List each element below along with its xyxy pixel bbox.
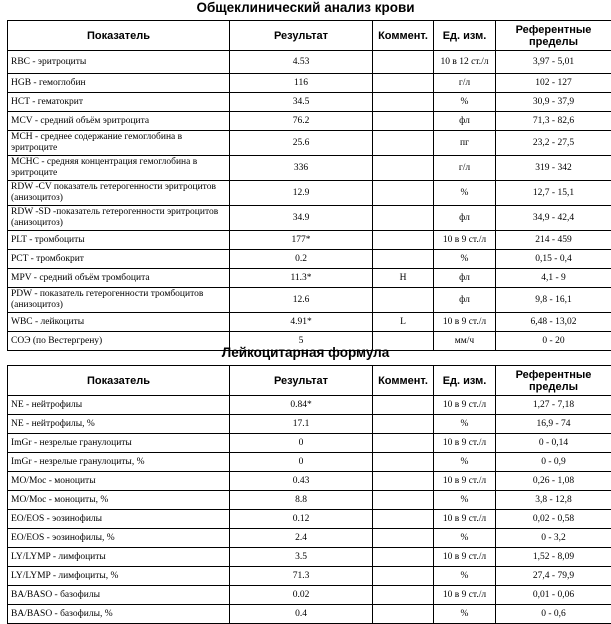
cell-comment — [373, 548, 434, 567]
cell-unit: 10 в 9 ст./л — [434, 510, 496, 529]
cell-indicator: LY/LYMP - лимфоциты, % — [8, 567, 230, 586]
cell-result: 34.9 — [230, 206, 373, 231]
cell-result: 4.53 — [230, 51, 373, 74]
cell-result: 17.1 — [230, 415, 373, 434]
cell-unit: 10 в 12 ст./л — [434, 51, 496, 74]
cell-result: 34.5 — [230, 93, 373, 112]
table-row — [8, 510, 611, 529]
cell-unit: % — [434, 567, 496, 586]
table-row — [8, 51, 611, 74]
header-indicator: Показатель — [8, 366, 230, 396]
cell-comment — [373, 453, 434, 472]
cell-comment: H — [373, 269, 434, 288]
cell-indicator: PCT - тромбокрит — [8, 250, 230, 269]
cell-indicator: LY/LYMP - лимфоциты — [8, 548, 230, 567]
cell-indicator: ImGr - незрелые гранулоциты — [8, 434, 230, 453]
table-row — [8, 181, 611, 206]
cell-unit: 10 в 9 ст./л — [434, 231, 496, 250]
cell-comment — [373, 112, 434, 131]
cell-result: 177* — [230, 231, 373, 250]
cell-unit: % — [434, 605, 496, 624]
cell-reference: 319 - 342 — [496, 156, 611, 181]
cell-indicator: PLT - тромбоциты — [8, 231, 230, 250]
cell-reference: 0,15 - 0,4 — [496, 250, 611, 269]
cell-indicator: MCV - средний объём эритроцита — [8, 112, 230, 131]
cell-result: 25.6 — [230, 131, 373, 156]
cell-unit: % — [434, 453, 496, 472]
cell-indicator: RDW -CV показатель гетерогенности эритроцитов (анизоцитоз) — [8, 181, 230, 206]
cell-comment — [373, 131, 434, 156]
cell-result: 76.2 — [230, 112, 373, 131]
cell-indicator: HGB - гемоглобин — [8, 74, 230, 93]
table-row — [8, 548, 611, 567]
table-row — [8, 472, 611, 491]
table-row — [8, 415, 611, 434]
cell-indicator: RBC - эритроциты — [8, 51, 230, 74]
blood-test-table — [7, 20, 611, 351]
table-row — [8, 250, 611, 269]
table-row — [8, 491, 611, 510]
cell-unit: г/л — [434, 74, 496, 93]
cell-result: 11.3* — [230, 269, 373, 288]
cell-indicator: MPV - средний объём тромбоцита — [8, 269, 230, 288]
table-row — [8, 206, 611, 231]
cell-indicator: NE - нейтрофилы — [8, 396, 230, 415]
cell-comment — [373, 415, 434, 434]
cell-comment — [373, 396, 434, 415]
header-reference: Референтные пределы — [496, 366, 611, 396]
cell-reference: 0 - 20 — [496, 332, 611, 351]
cell-result: 0.12 — [230, 510, 373, 529]
cell-unit: % — [434, 491, 496, 510]
cell-result: 336 — [230, 156, 373, 181]
cell-unit: 10 в 9 ст./л — [434, 396, 496, 415]
cell-reference: 1,52 - 8,09 — [496, 548, 611, 567]
cell-comment — [373, 567, 434, 586]
cell-indicator: MCH - среднее содержание гемоглобина в эритроците — [8, 131, 230, 156]
cell-result: 8.8 — [230, 491, 373, 510]
cell-reference: 71,3 - 82,6 — [496, 112, 611, 131]
cell-reference: 6,48 - 13,02 — [496, 313, 611, 332]
cell-comment — [373, 472, 434, 491]
cell-reference: 0,26 - 1,08 — [496, 472, 611, 491]
table-row — [8, 434, 611, 453]
header-unit: Ед. изм. — [434, 21, 496, 51]
cell-comment — [373, 288, 434, 313]
cell-unit: 10 в 9 ст./л — [434, 586, 496, 605]
cell-comment — [373, 93, 434, 112]
cell-reference: 0 - 3,2 — [496, 529, 611, 548]
cell-comment — [373, 510, 434, 529]
table-row — [8, 288, 611, 313]
table-row — [8, 529, 611, 548]
cell-indicator: PDW - показатель гетерогенности тромбоцитов (анизоцитоз) — [8, 288, 230, 313]
cell-reference: 0 - 0,9 — [496, 453, 611, 472]
cell-comment: L — [373, 313, 434, 332]
cell-comment — [373, 206, 434, 231]
cell-indicator: ImGr - незрелые гранулоциты, % — [8, 453, 230, 472]
cell-reference: 3,97 - 5,01 — [496, 51, 611, 74]
cell-result: 2.4 — [230, 529, 373, 548]
cell-unit: 10 в 9 ст./л — [434, 434, 496, 453]
cell-unit: фл — [434, 112, 496, 131]
cell-unit: пг — [434, 131, 496, 156]
cell-unit: 10 в 9 ст./л — [434, 472, 496, 491]
cell-reference: 214 - 459 — [496, 231, 611, 250]
cell-result: 12.6 — [230, 288, 373, 313]
cell-reference: 3,8 - 12,8 — [496, 491, 611, 510]
cell-reference: 34,9 - 42,4 — [496, 206, 611, 231]
cell-result: 0.02 — [230, 586, 373, 605]
table-row — [8, 156, 611, 181]
table-row — [8, 269, 611, 288]
cell-reference: 23,2 - 27,5 — [496, 131, 611, 156]
table-row — [8, 396, 611, 415]
section-title-leukocyte-formula: Лейкоцитарная формула — [0, 345, 611, 361]
table-row — [8, 605, 611, 624]
cell-unit: фл — [434, 269, 496, 288]
section-title-blood-test: Общеклинический анализ крови — [0, 0, 611, 16]
header-result: Результат — [230, 21, 373, 51]
cell-result: 0.4 — [230, 605, 373, 624]
header-reference: Референтные пределы — [496, 21, 611, 51]
cell-unit: 10 в 9 ст./л — [434, 548, 496, 567]
cell-indicator: EO/EOS - эозинофилы, % — [8, 529, 230, 548]
cell-unit: мм/ч — [434, 332, 496, 351]
table-row — [8, 93, 611, 112]
cell-reference: 30,9 - 37,9 — [496, 93, 611, 112]
header-comment: Коммент. — [373, 366, 434, 396]
cell-unit: г/л — [434, 156, 496, 181]
cell-comment — [373, 434, 434, 453]
table-row — [8, 567, 611, 586]
cell-comment — [373, 491, 434, 510]
cell-result: 4.91* — [230, 313, 373, 332]
cell-indicator: EO/EOS - эозинофилы — [8, 510, 230, 529]
cell-indicator: HCT - гематокрит — [8, 93, 230, 112]
cell-reference: 102 - 127 — [496, 74, 611, 93]
cell-unit: % — [434, 181, 496, 206]
cell-comment — [373, 605, 434, 624]
cell-indicator: MO/Moc - моноциты — [8, 472, 230, 491]
cell-comment — [373, 586, 434, 605]
cell-indicator: RDW -SD -показатель гетерогенности эритроцитов (анизоцитоз) — [8, 206, 230, 231]
cell-unit: фл — [434, 206, 496, 231]
table-row — [8, 313, 611, 332]
cell-result: 0.2 — [230, 250, 373, 269]
cell-indicator: WBC - лейкоциты — [8, 313, 230, 332]
table-row — [8, 586, 611, 605]
cell-result: 0.84* — [230, 396, 373, 415]
table-row — [8, 74, 611, 93]
cell-unit: % — [434, 529, 496, 548]
cell-result: 5 — [230, 332, 373, 351]
cell-indicator: BA/BASO - базофилы — [8, 586, 230, 605]
cell-result: 71.3 — [230, 567, 373, 586]
header-unit: Ед. изм. — [434, 366, 496, 396]
cell-comment — [373, 181, 434, 206]
cell-indicator: MCHC - средняя концентрация гемоглобина в эритроците — [8, 156, 230, 181]
cell-reference: 0 - 0,14 — [496, 434, 611, 453]
cell-result: 0 — [230, 453, 373, 472]
cell-reference: 0,02 - 0,58 — [496, 510, 611, 529]
cell-indicator: MO/Moc - моноциты, % — [8, 491, 230, 510]
cell-result: 0.43 — [230, 472, 373, 491]
cell-reference: 1,27 - 7,18 — [496, 396, 611, 415]
cell-indicator: NE - нейтрофилы, % — [8, 415, 230, 434]
cell-comment — [373, 156, 434, 181]
table-row — [8, 453, 611, 472]
cell-unit: 10 в 9 ст./л — [434, 313, 496, 332]
table-row — [8, 112, 611, 131]
cell-reference: 27,4 - 79,9 — [496, 567, 611, 586]
cell-reference: 0 - 0,6 — [496, 605, 611, 624]
cell-comment — [373, 231, 434, 250]
cell-result: 3.5 — [230, 548, 373, 567]
cell-reference: 12,7 - 15,1 — [496, 181, 611, 206]
cell-comment — [373, 51, 434, 74]
header-indicator: Показатель — [8, 21, 230, 51]
header-result: Результат — [230, 366, 373, 396]
cell-reference: 16,9 - 74 — [496, 415, 611, 434]
cell-unit: % — [434, 415, 496, 434]
cell-result: 116 — [230, 74, 373, 93]
cell-reference: 9,8 - 16,1 — [496, 288, 611, 313]
header-comment: Коммент. — [373, 21, 434, 51]
cell-unit: % — [434, 93, 496, 112]
leukocyte-formula-table — [7, 365, 611, 624]
cell-result: 0 — [230, 434, 373, 453]
cell-comment — [373, 250, 434, 269]
cell-unit: % — [434, 250, 496, 269]
cell-reference: 0,01 - 0,06 — [496, 586, 611, 605]
cell-indicator: СОЭ (по Вестергрену) — [8, 332, 230, 351]
cell-comment — [373, 529, 434, 548]
cell-result: 12.9 — [230, 181, 373, 206]
cell-comment — [373, 74, 434, 93]
cell-indicator: BA/BASO - базофилы, % — [8, 605, 230, 624]
table-row — [8, 231, 611, 250]
table-row — [8, 131, 611, 156]
cell-reference: 4,1 - 9 — [496, 269, 611, 288]
cell-unit: фл — [434, 288, 496, 313]
